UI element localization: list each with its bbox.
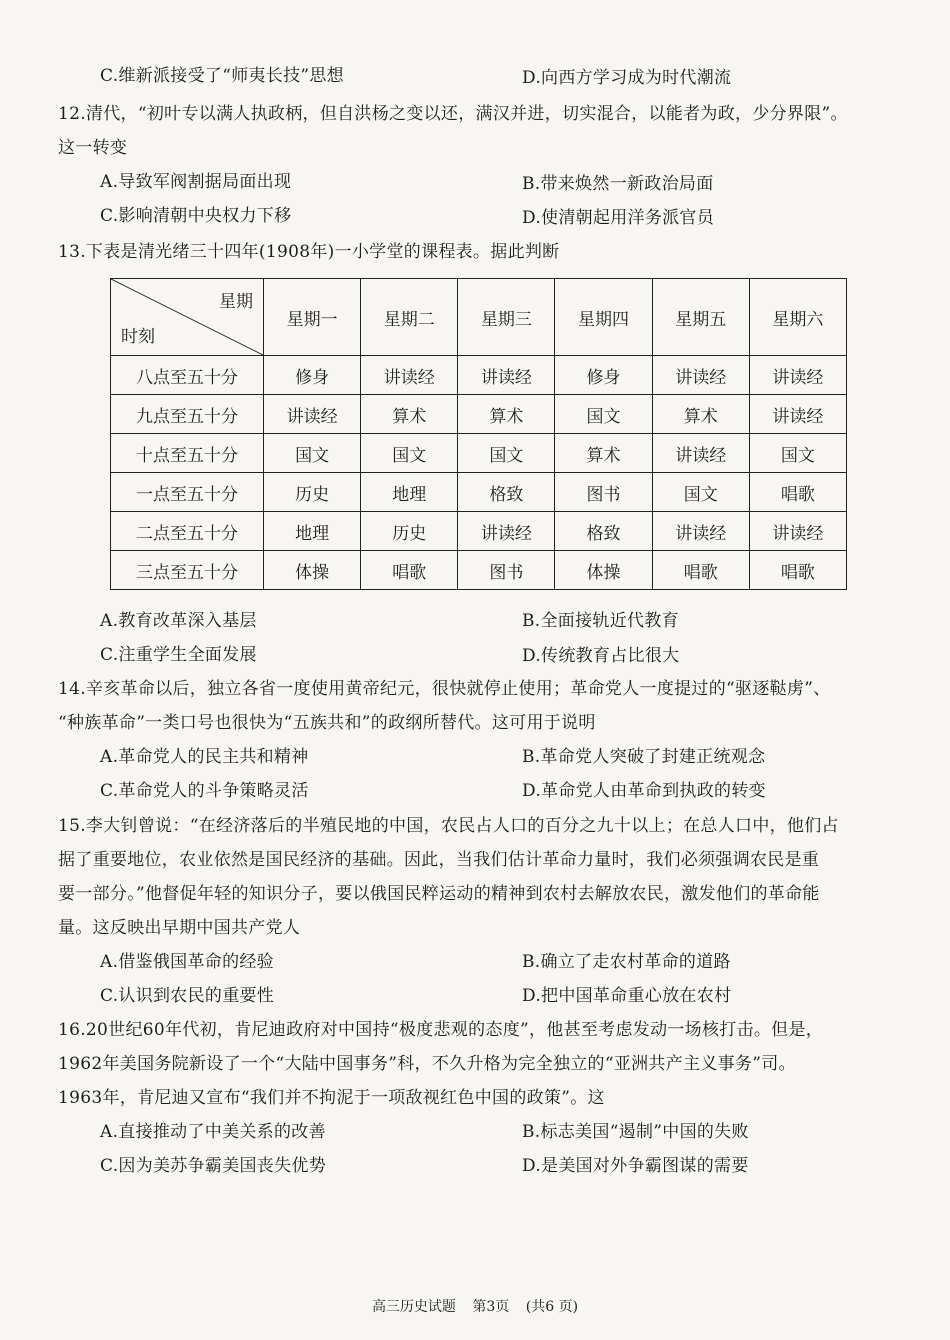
course-cell: 历史	[361, 512, 458, 551]
q12-option-d: D.使清朝起用洋务派官员	[522, 208, 715, 228]
q16-option-b: B.标志美国“遏制”中国的失败	[522, 1122, 749, 1142]
corner-label-time: 时刻	[121, 327, 155, 347]
course-cell: 修身	[555, 356, 652, 395]
day-header: 星期三	[458, 279, 555, 356]
schedule-row	[111, 395, 847, 434]
q12-stem-line1: 12.清代，“初叶专以满人执政柄，但自洪杨之变以还，满汉并进，切实混合，以能者为政，少分界限”。	[58, 104, 848, 124]
time-cell: 九点至五十分	[111, 395, 264, 434]
course-cell: 算术	[361, 395, 458, 434]
footer-page-number: 第3页	[472, 1299, 510, 1315]
course-cell: 算术	[652, 395, 749, 434]
day-header: 星期二	[361, 279, 458, 356]
q11-option-c: C.维新派接受了“师夷长技”思想	[100, 66, 344, 86]
q16-stem-line3: 1963年，肯尼迪又宣布“我们并不拘泥于一项敌视红色中国的政策”。这	[58, 1088, 605, 1108]
course-cell: 体操	[264, 551, 361, 590]
q12-option-a: A.导致军阀割据局面出现	[100, 172, 292, 192]
q15-option-a: A.借鉴俄国革命的经验	[100, 952, 274, 972]
q13-option-b: B.全面接轨近代教育	[522, 611, 679, 631]
course-cell: 讲读经	[458, 356, 555, 395]
course-cell: 国文	[749, 434, 846, 473]
course-cell: 国文	[555, 395, 652, 434]
q13-option-a: A.教育改革深入基层	[100, 611, 257, 631]
schedule-row	[111, 434, 847, 473]
q15-option-b: B.确立了走农村革命的道路	[522, 952, 731, 972]
q16-option-d: D.是美国对外争霸图谋的需要	[522, 1156, 749, 1176]
q13-stem: 13.下表是清光绪三十四年(1908年)一小学堂的课程表。据此判断	[58, 242, 560, 262]
schedule-corner-cell	[111, 279, 264, 356]
footer-total-pages: (共6 页)	[525, 1299, 579, 1315]
q11-option-d: D.向西方学习成为时代潮流	[522, 68, 732, 88]
time-cell: 三点至五十分	[111, 551, 264, 590]
q12-stem-line2: 这一转变	[58, 138, 128, 158]
course-cell: 历史	[264, 473, 361, 512]
course-cell: 讲读经	[749, 356, 846, 395]
q16-option-c: C.因为美苏争霸美国丧失优势	[100, 1156, 327, 1176]
schedule-row	[111, 512, 847, 551]
q16-stem-line1: 16.20世纪60年代初，肯尼迪政府对中国持“极度悲观的态度”，他甚至考虑发动一场核打击。但是，	[58, 1020, 824, 1040]
schedule-row	[111, 356, 847, 395]
course-cell: 唱歌	[652, 551, 749, 590]
day-header: 星期五	[652, 279, 749, 356]
q13-option-c: C.注重学生全面发展	[100, 645, 257, 665]
course-cell: 国文	[264, 434, 361, 473]
course-cell: 格致	[458, 473, 555, 512]
day-header: 星期四	[555, 279, 652, 356]
course-cell: 讲读经	[458, 512, 555, 551]
q15-option-c: C.认识到农民的重要性	[100, 986, 275, 1006]
q16-stem-line2: 1962年美国务院新设了一个“大陆中国事务”科，不久升格为完全独立的“亚洲共产主义事务”司。	[58, 1054, 796, 1074]
course-cell: 讲读经	[652, 356, 749, 395]
course-cell: 算术	[458, 395, 555, 434]
q14-option-c: C.革命党人的斗争策略灵活	[100, 781, 309, 801]
course-cell: 国文	[458, 434, 555, 473]
schedule-header-row	[111, 279, 847, 356]
q14-stem-line2: “种族革命”一类口号也很快为“五族共和”的政纲所替代。这可用于说明	[58, 713, 596, 733]
q15-stem-line3: 要一部分。”他督促年轻的知识分子，要以俄国民粹运动的精神到农村去解放农民，激发他们的革命能	[58, 884, 820, 904]
course-cell: 图书	[458, 551, 555, 590]
q15-stem-line2: 据了重要地位，农业依然是国民经济的基础。因此，当我们估计革命力量时，我们必须强调农民是重	[58, 850, 820, 870]
time-cell: 十点至五十分	[111, 434, 264, 473]
q15-stem-line1: 15.李大钊曾说：“在经济落后的半殖民地的中国，农民占人口的百分之九十以上；在总人口中，他们占	[58, 816, 839, 836]
course-cell: 国文	[652, 473, 749, 512]
course-cell: 讲读经	[652, 512, 749, 551]
day-header: 星期一	[264, 279, 361, 356]
course-cell: 算术	[555, 434, 652, 473]
course-cell: 唱歌	[361, 551, 458, 590]
page-footer	[0, 1296, 950, 1316]
q16-option-a: A.直接推动了中美关系的改善	[100, 1122, 326, 1142]
course-cell: 讲读经	[264, 395, 361, 434]
course-cell: 修身	[264, 356, 361, 395]
course-cell: 讲读经	[749, 395, 846, 434]
course-cell: 讲读经	[652, 434, 749, 473]
q12-option-b: B.带来焕然一新政治局面	[522, 174, 714, 194]
schedule-row	[111, 473, 847, 512]
schedule-table	[110, 278, 847, 590]
q15-option-d: D.把中国革命重心放在农村	[522, 986, 732, 1006]
course-cell: 唱歌	[749, 473, 846, 512]
course-cell: 唱歌	[749, 551, 846, 590]
corner-label-day: 星期	[219, 292, 253, 312]
q14-option-a: A.革命党人的民主共和精神	[100, 747, 309, 767]
course-cell: 讲读经	[749, 512, 846, 551]
course-cell: 图书	[555, 473, 652, 512]
q14-option-b: B.革命党人突破了封建正统观念	[522, 747, 766, 767]
course-cell: 讲读经	[361, 356, 458, 395]
q15-stem-line4: 量。这反映出早期中国共产党人	[58, 918, 301, 938]
schedule-row	[111, 551, 847, 590]
course-cell: 地理	[361, 473, 458, 512]
q14-option-d: D.革命党人由革命到执政的转变	[522, 781, 766, 801]
q12-option-c: C.影响清朝中央权力下移	[100, 206, 292, 226]
time-cell: 一点至五十分	[111, 473, 264, 512]
course-cell: 格致	[555, 512, 652, 551]
time-cell: 二点至五十分	[111, 512, 264, 551]
day-header: 星期六	[749, 279, 846, 356]
footer-title: 高三历史试题	[371, 1299, 456, 1315]
time-cell: 八点至五十分	[111, 356, 264, 395]
course-cell: 国文	[361, 434, 458, 473]
course-cell: 地理	[264, 512, 361, 551]
q14-stem-line1: 14.辛亥革命以后，独立各省一度使用黄帝纪元，很快就停止使用；革命党人一度提过的“驱逐鞑虏”、	[58, 679, 831, 699]
course-cell: 体操	[555, 551, 652, 590]
q13-option-d: D.传统教育占比很大	[522, 646, 680, 666]
